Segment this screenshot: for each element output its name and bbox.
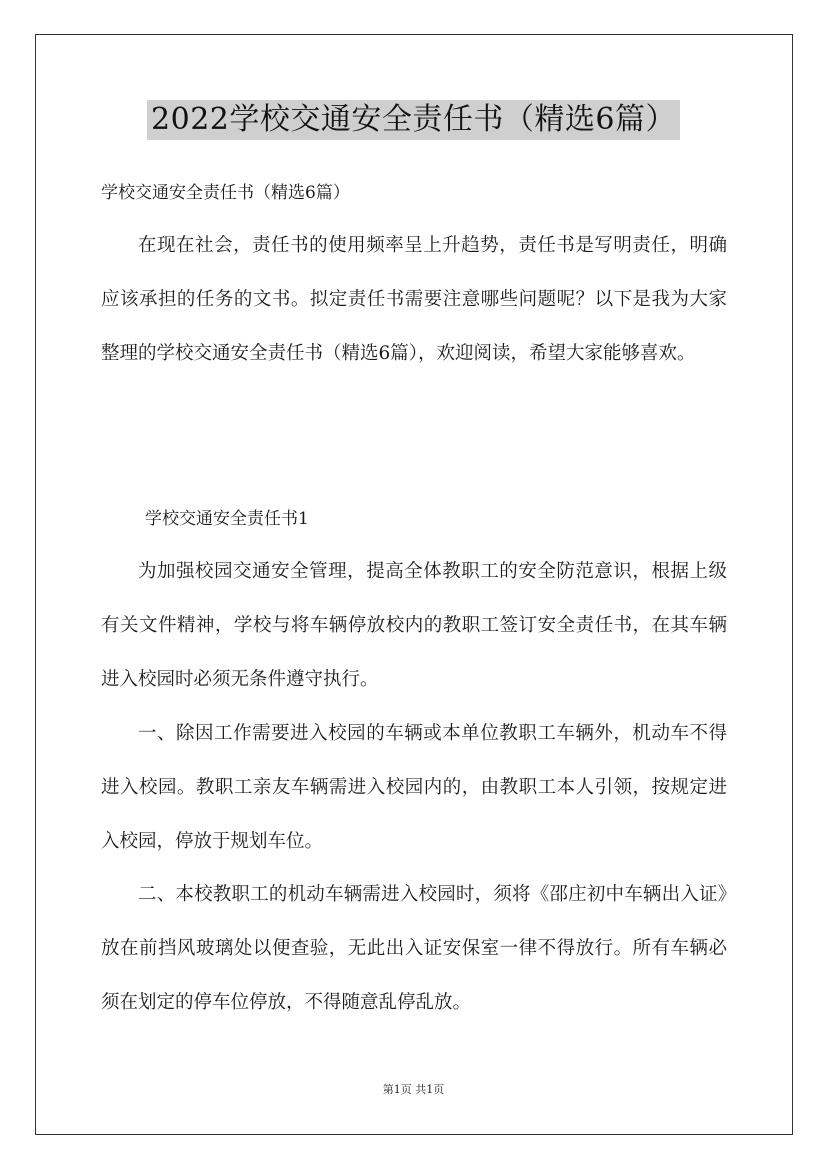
document-subtitle: 学校交通安全责任书（精选6篇） — [101, 183, 350, 203]
body-paragraph-2: 一、除因工作需要进入校园的车辆或本单位教职工车辆外，机动车不得进入校园。教职工亲友车辆需进入校园内的，由教职工本人引领，按规定进入校园，停放于规划车位。 — [101, 723, 727, 852]
page-footer: 第1页 共1页 — [382, 1083, 445, 1096]
body-paragraph-3: 二、本校教职工的机动车辆需进入校园时，须将《邵庄初中车辆出入证》放在前挡风玻璃处以便查验，无此出入证安保室一律不得放行。所有车辆必须在划定的停车位停放，不得随意乱停乱放。 — [101, 884, 727, 1013]
body-paragraph-1: 为加强校园交通安全管理，提高全体教职工的安全防范意识，根据上级有关文件精神，学校与将车辆停放校内的教职工签订安全责任书，在其车辆进入校园时必须无条件遵守执行。 — [101, 561, 727, 690]
section-heading: 学校交通安全责任书1 — [145, 509, 309, 529]
intro-paragraph: 在现在社会，责任书的使用频率呈上升趋势，责任书是写明责任，明确应该承担的任务的文书。拟定责任书需要注意哪些问题呢？以下是我为大家整理的学校交通安全责任书（精选6篇），欢迎阅读，希望大家能够喜欢。 — [101, 235, 727, 364]
title-container — [0, 100, 827, 140]
document-title: 2022学校交通安全责任书（精选6篇） — [147, 100, 680, 140]
